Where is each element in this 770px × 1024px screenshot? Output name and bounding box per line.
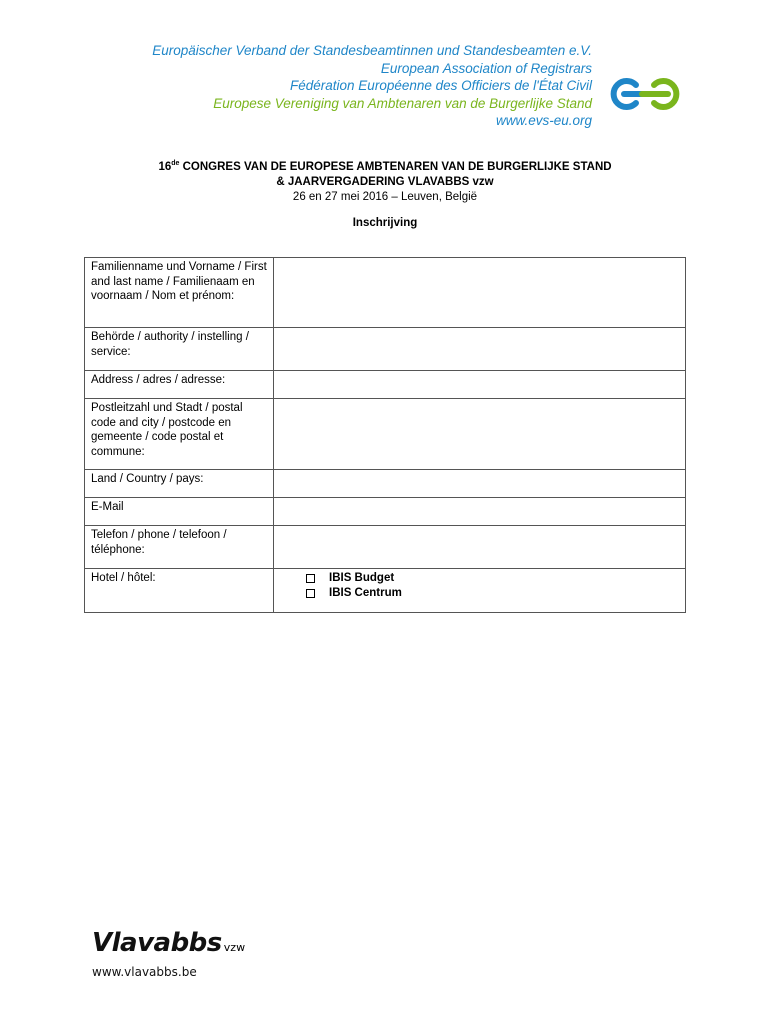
form-row-authority [85, 328, 686, 371]
field-label: Address / adres / adresse: [85, 371, 274, 399]
hotel-options [274, 569, 686, 613]
title-suffix: de [171, 160, 180, 167]
name-input[interactable] [274, 258, 686, 328]
brand-name: Vlavabbs [92, 928, 222, 958]
field-label: E-Mail [85, 498, 274, 526]
brand-suffix: vzw [223, 941, 246, 954]
postal-city-input[interactable] [274, 399, 686, 470]
header-line-fr: Fédération Européenne des Officiers de l'État Civil [290, 78, 592, 93]
field-label: Hotel / hôtel: [85, 569, 274, 613]
title-date-location: 26 en 27 mei 2016 – Leuven, België [292, 191, 478, 203]
field-label: Behörde / authority / instelling / service: [85, 328, 274, 371]
title-line-1 [0, 156, 770, 175]
header-line-en: European Association of Registrars [380, 60, 592, 76]
checkbox-icon[interactable] [306, 574, 315, 583]
congress-title [0, 156, 770, 205]
form-row-name [85, 258, 686, 328]
form-row-postal [85, 399, 686, 470]
email-input[interactable] [274, 498, 686, 526]
organization-header [152, 42, 592, 130]
field-label: Land / Country / pays: [85, 470, 274, 498]
vlavabbs-logo [92, 928, 245, 958]
phone-input[interactable] [274, 526, 686, 569]
form-row-email [85, 498, 686, 526]
title-text: CONGRES VAN DE EUROPESE AMBTENAREN VAN DE BURGERLIJKE STAND [179, 161, 612, 173]
hotel-option-label: IBIS Centrum [329, 587, 402, 600]
header-website[interactable]: www.evs-eu.org [495, 113, 592, 128]
hotel-option-label: IBIS Budget [329, 572, 395, 585]
checkbox-icon[interactable] [306, 589, 315, 598]
form-row-country [85, 470, 686, 498]
country-input[interactable] [274, 470, 686, 498]
authority-input[interactable] [274, 328, 686, 371]
registration-form [84, 257, 686, 613]
title-number: 16 [158, 161, 172, 173]
form-row-hotel [85, 569, 686, 613]
header-line-de: Europäischer Verband der Standesbeamtinnen und Standesbeamten e.V. [152, 43, 592, 58]
form-row-phone [85, 526, 686, 569]
form-row-address [85, 371, 686, 399]
header-line-nl: Europese Vereniging van Ambtenaren van de Burgerlijke Stand [213, 95, 592, 111]
footer-website-link[interactable]: www.vlavabbs.be [92, 965, 197, 979]
hotel-option-ibis-budget[interactable] [306, 571, 679, 586]
evs-chain-logo-icon [610, 76, 682, 112]
field-label: Familienname und Vorname / First and last name / Familienaam en voornaam / Nom et prénom: [85, 258, 274, 328]
hotel-option-ibis-centrum[interactable] [306, 586, 679, 601]
form-heading: Inschrijving [352, 217, 418, 229]
field-label: Postleitzahl und Stadt / postal code and city / postcode en gemeente / code postal et commune: [85, 399, 274, 470]
title-line-2: & JAARVERGADERING VLAVABBS vzw [276, 176, 494, 188]
address-input[interactable] [274, 371, 686, 399]
field-label: Telefon / phone / telefoon / téléphone: [85, 526, 274, 569]
